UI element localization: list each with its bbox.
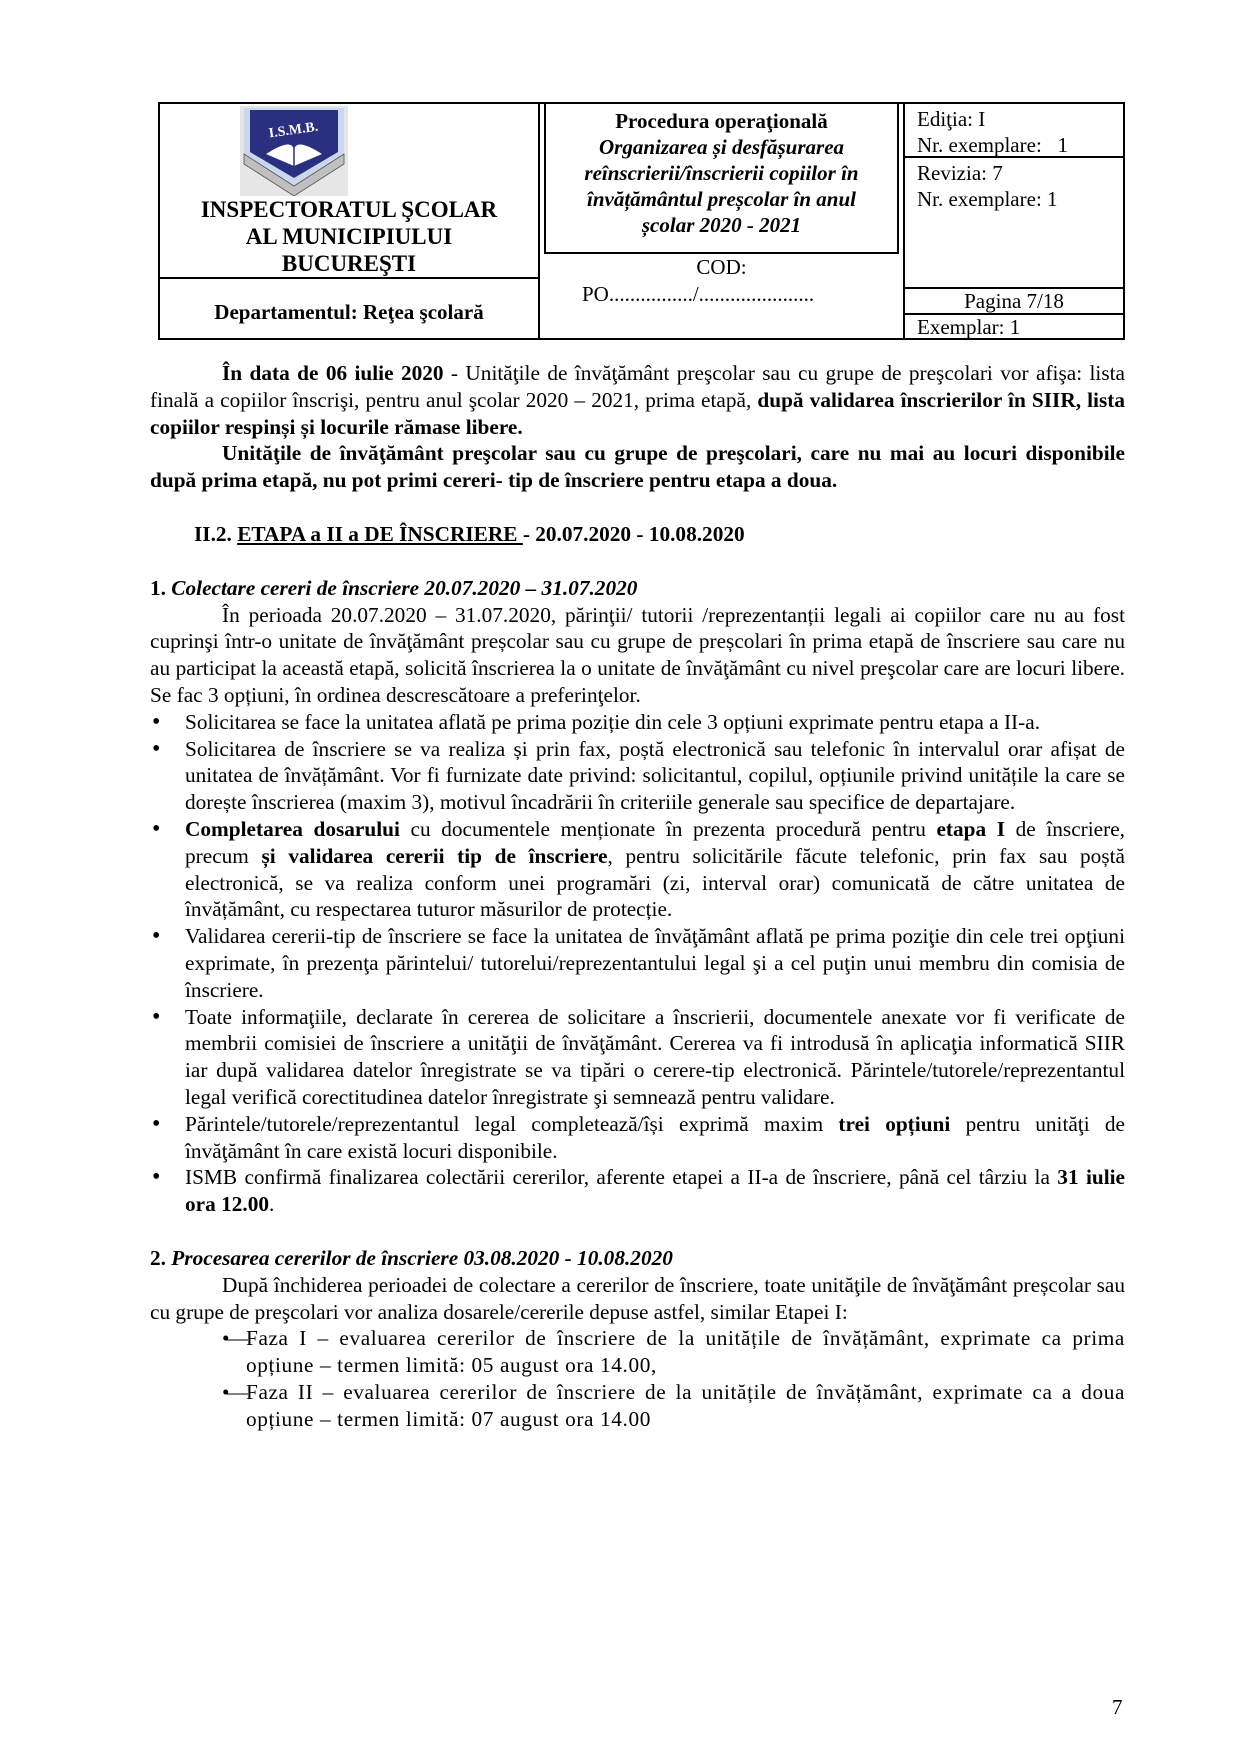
- paragraph-procesare: După închiderea perioadei de colectare a cererilor de înscriere, toate unităţile de învăţământ preșcolar sau cu grupe de preşcolari vor analiza dosarele/cererile depuse astfel, similar Etapei I:: [150, 1272, 1125, 1324]
- department-name: Departamentul: Reţea şcolară: [214, 300, 484, 324]
- institution-cell: [160, 104, 538, 279]
- phases-list: [150, 1325, 1125, 1432]
- edition: Ediţia: I: [917, 107, 986, 131]
- list-item: • Părintele/tutorele/reprezentantul legal completează/își exprimă maxim trei opțiuni pentru unităţi de învăţământ în care există locuri disponibile.: [150, 1111, 1125, 1165]
- header-procedure-column: [540, 104, 905, 338]
- institution-name: INSPECTORATUL ŞCOLAR AL MUNICIPIULUI BUCUREŞTI: [200, 197, 498, 276]
- list-item: •— Faza I – evaluarea cererilor de înscriere de la unitățile de învățământ, exprimate ca prima opțiune – termen limită: 05 august ora 14.00,: [222, 1325, 1125, 1379]
- page-indicator: Pagina 7/18: [905, 289, 1123, 315]
- document-body: [150, 360, 1125, 1432]
- list-item: •— Faza II – evaluarea cererilor de înscriere de la unitățile de învățământ, exprimate ca a doua opțiune – termen limită: 07 august ora 14.00: [222, 1379, 1125, 1433]
- procedure-title-box: [544, 104, 899, 254]
- procedure-label: Procedura operaţională: [615, 109, 828, 133]
- list-item: • Validarea cererii-tip de înscriere se face la unitatea de învăţământ aflată pe prima poziţie din cele trei opţiuni exprimate, în prezenţa părintelui/ tutorelui/reprezentantului legal şi a cel puţin unui membru din comisia de înscriere.: [150, 923, 1125, 1003]
- header-edition-column: [905, 104, 1123, 338]
- exemplar: Exemplar: 1: [917, 315, 1021, 339]
- revision: Revizia: 7: [917, 161, 1003, 185]
- list-item: • Toate informaţiile, declarate în cererea de solicitare a înscrierii, documentele anexate vor fi verificate de membrii comisiei de înscriere a unităţii de învăţământ. Cererea va fi introdusă în aplicaţia informatică SIIR iar după validarea datelor înregistrate se va tipări o cerere-tip electronică. Părintele/tutorele/reprezentantul legal verifică corectitudinea datelor înregistrate şi semnează pentru validare.: [150, 1004, 1125, 1111]
- procedure-title-line: școlar 2020 - 2021: [641, 213, 802, 237]
- page-number: 7: [1112, 1695, 1123, 1719]
- ismb-logo-icon: [240, 106, 348, 196]
- list-item: • ISMB confirmă finalizarea colectării cererilor, aferente etapei a II-a de înscriere, până cel târziu la 31 iulie ora 12.00.: [150, 1164, 1125, 1218]
- cod-label: COD:: [696, 255, 747, 279]
- logo-text: I.S.M.B.: [267, 119, 320, 142]
- cod-value: PO................/......................: [582, 282, 815, 306]
- paragraph-no-seats-notice: Unităţile de învăţământ preşcolar sau cu grupe de preşcolari, care nu mai au locuri disponibile după prima etapă, nu pot primi cereri- tip de înscriere pentru etapa a doua.: [150, 441, 1125, 493]
- list-item: • Solicitarea de înscriere se va realiza și prin fax, poștă electronică sau telefonic în intervalul orar afișat de unitatea de învățământ. Vor fi furnizate date privind: solicitantul, copilul, opțiunile privind unitățile la care se dorește înscrierea (maxim 3), motivul încadrării în criteriile generale sau specifice de departajare.: [150, 736, 1125, 816]
- edition-cell: [905, 104, 1123, 158]
- requirements-list: [150, 709, 1125, 1218]
- procedure-title-line: învățământul preșcolar în anul: [587, 187, 856, 211]
- header-institution-column: [160, 104, 540, 338]
- list-item: • Solicitarea se face la unitatea aflată pe prima poziție din cele 3 opțiuni exprimate pentru etapa a II-a.: [150, 709, 1125, 736]
- subsection-heading-colectare: 1. Colectare cereri de înscriere 20.07.2020 – 31.07.2020: [150, 575, 638, 600]
- procedure-title-line: reînscrierii/înscrierii copiilor în: [584, 161, 859, 185]
- subsection-heading-procesare: 2. Procesarea cererilor de înscriere 03.08.2020 - 10.08.2020: [150, 1245, 673, 1270]
- section-heading: II.2. ETAPA a II a DE ÎNSCRIERE - 20.07.2020 - 10.08.2020: [194, 521, 745, 546]
- paragraph-afisare-lista: În data de 06 iulie 2020 - Unităţile de învăţământ preşcolar sau cu grupe de preşcolari vor afişa: lista finală a copiilor înscrişi, pentru anul şcolar 2020 – 2021, prima etapă, după validarea înscrierilor în SIIR, lista copiilor respinși și locurile rămase libere.: [150, 361, 1126, 439]
- procedure-title-line: Organizarea și desfășurarea: [598, 135, 845, 159]
- revision-cell: [905, 158, 1123, 289]
- shield-logo-icon: [240, 106, 348, 196]
- paragraph-colectare: În perioada 20.07.2020 – 31.07.2020, părinţii/ tutorii /reprezentanții legali ai copiilor care nu au fost cuprinşi într-o unitate de învăţământ preșcolar sau cu grupe de preșcolari în prima etapă de înscriere sau care nu au participat la această etapă, solicită înscrierea la o unitate de învăţământ cu nivel preşcolar care are locuri libere. Se fac 3 opțiuni, în ordinea descrescătoare a preferinţelor.: [150, 602, 1125, 707]
- copies-count: Nr. exemplare: 1: [917, 133, 1069, 157]
- list-item: • Completarea dosarului cu documentele menționate în prezenta procedură pentru etapa I de înscriere, precum și validarea cererii tip de înscriere, pentru solicitările făcute telefonic, prin fax sau poștă electronică, se va realiza conform unei programări (zi, interval orar) comunicată de către unitatea de învățământ, cu respectarea tuturor măsurilor de protecție.: [150, 816, 1125, 923]
- document-header-table: [158, 102, 1125, 340]
- copies-count: Nr. exemplare: 1: [917, 187, 1058, 211]
